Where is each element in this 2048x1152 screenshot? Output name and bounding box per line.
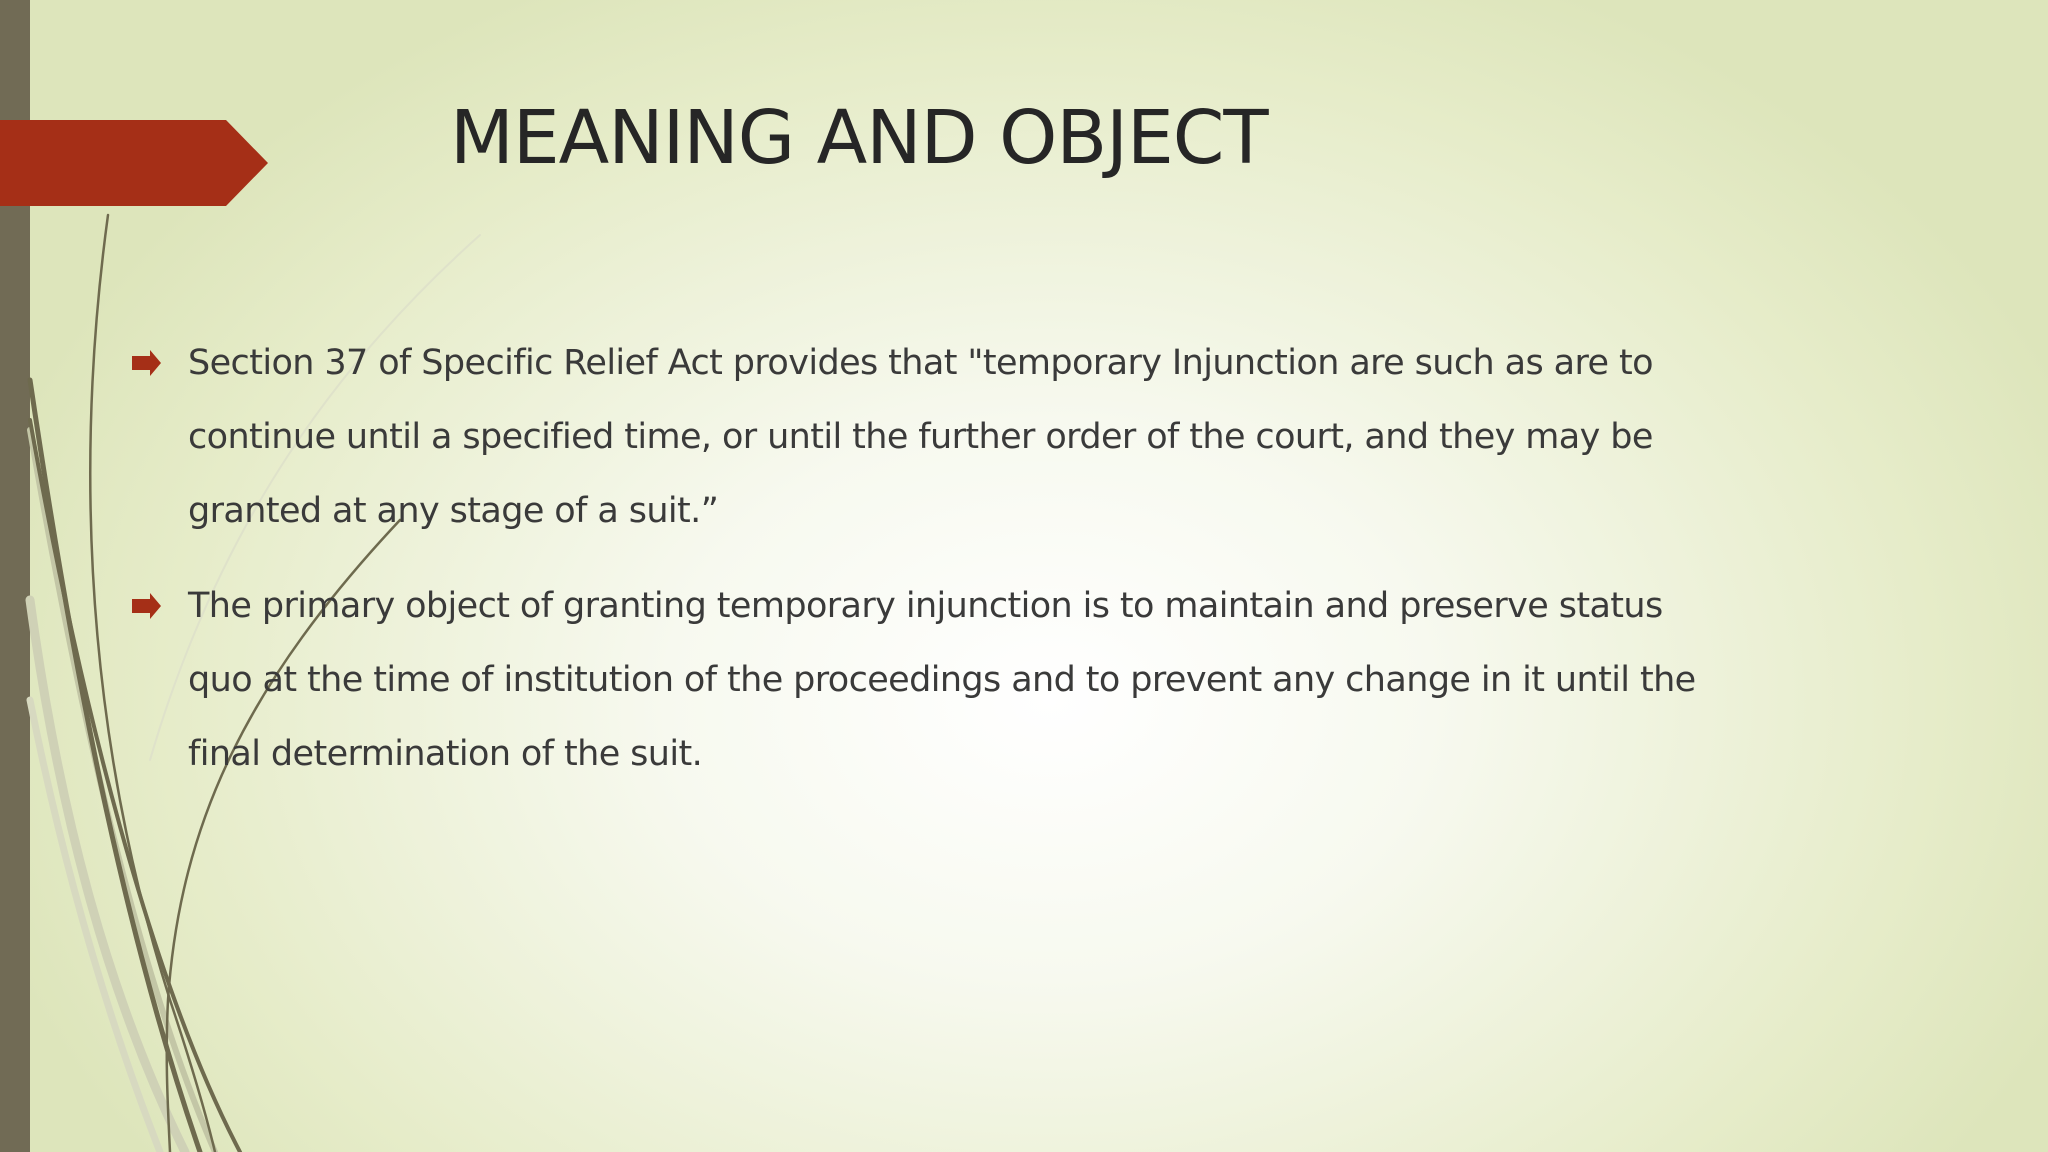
bullet-list <box>130 326 1710 812</box>
bullet-text: The primary object of granting temporary injunction is to maintain and preserve status quo at the time of institution of the proceedings and to prevent any change in it until the final determination of the suit. <box>188 586 1696 774</box>
bullet-text: Section 37 of Specific Relief Act provides that "temporary Injunction are such as are to continue until a specified time, or until the further order of the court, and they may be granted at any stage of a suit.” <box>188 343 1653 531</box>
slide-title: MEANING AND OBJECT <box>450 95 1268 181</box>
bullet-item <box>130 569 1710 791</box>
arrow-bullet-icon <box>130 346 162 380</box>
bullet-item <box>130 326 1710 548</box>
arrow-bullet-icon <box>130 589 162 623</box>
title-accent-arrow <box>0 120 270 206</box>
